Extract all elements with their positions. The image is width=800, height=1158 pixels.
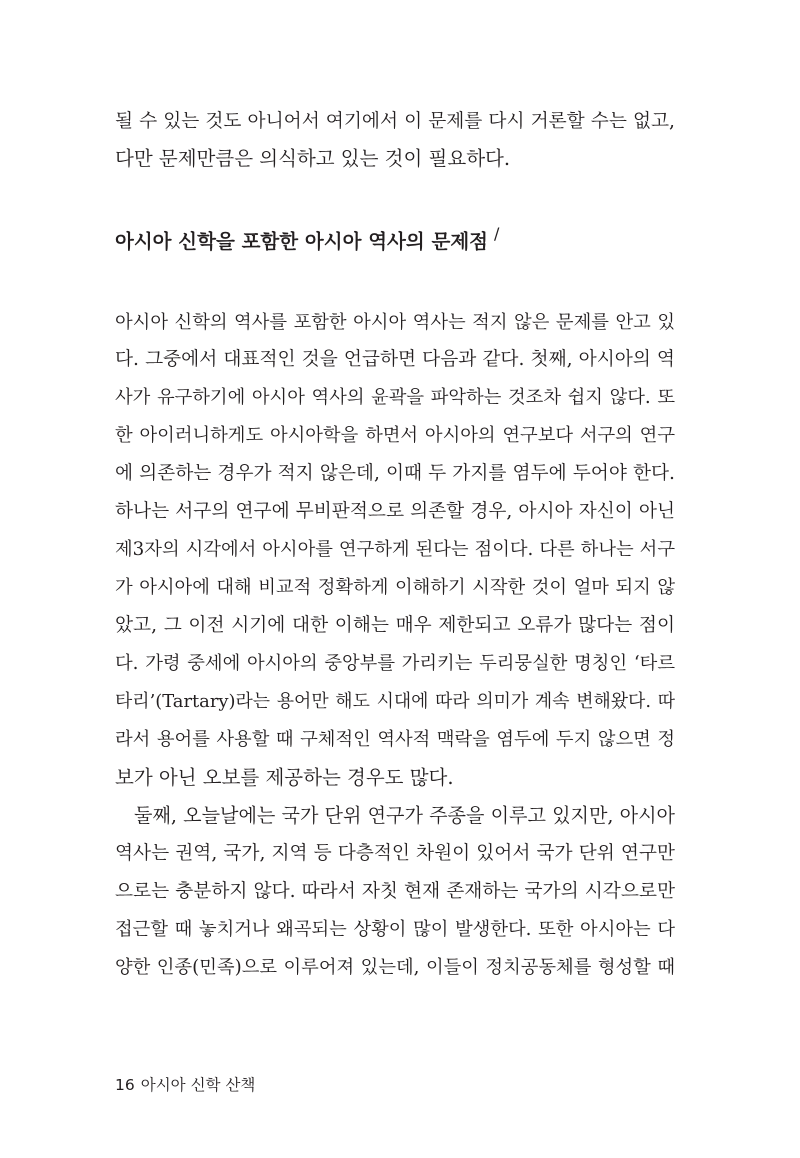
paragraph-line: 라서 용어를 사용할 때 구체적인 역사적 맥락을 염두에 두지 않으면 정 (115, 729, 675, 750)
paragraph-line: 양한 인종(민족)으로 이루어져 있는데, 이들이 정치공동체를 형성할 때 (115, 957, 675, 978)
paragraph-line: 둘째, 오늘날에는 국가 단위 연구가 주종을 이루고 있지만, 아시아 (134, 804, 675, 827)
paragraph-line: 제3자의 시각에서 아시아를 연구하게 된다는 점이다. 다른 하나는 서구 (115, 539, 675, 560)
paragraph-line: 사가 유구하기에 아시아 역사의 윤곽을 파악하는 것조차 쉽지 않다. 또 (115, 387, 675, 408)
paragraph-line: 다. 그중에서 대표적인 것을 언급하면 다음과 같다. 첫째, 아시아의 역 (115, 349, 675, 370)
page-number: 16 (115, 1076, 135, 1094)
paragraph-line: 접근할 때 놓치거나 왜곡되는 상황이 많이 발생한다. 또한 아시아는 다 (115, 919, 675, 940)
paragraph-line: 보가 아닌 오보를 제공하는 경우도 많다. (115, 766, 454, 789)
paragraph-line: 으로는 충분하지 않다. 따라서 자칫 현재 존재하는 국가의 시각으로만 (115, 881, 675, 902)
paragraph-line: 에 의존하는 경우가 적지 않은데, 이때 두 가지를 염두에 두어야 한다. (115, 463, 675, 484)
paragraph-line: 될 수 있는 것도 아니어서 여기에서 이 문제를 다시 거론할 수는 없고, (115, 111, 675, 132)
running-title: 아시아 신학 산책 (140, 1076, 256, 1094)
paragraph-line: 다만 문제만큼은 의식하고 있는 것이 필요하다. (115, 147, 511, 170)
paragraph-line: 았고, 그 이전 시기에 대한 이해는 매우 제한되고 오류가 많다는 점이 (115, 615, 675, 636)
page-footer (115, 1073, 255, 1095)
section-heading (115, 224, 500, 257)
paragraph-line: 아시아 신학의 역사를 포함한 아시아 역사는 적지 않은 문제를 안고 있 (115, 312, 675, 333)
paragraph-line: 타리’(Tartary)라는 용어만 해도 시대에 따라 의미가 계속 변해왔다. 따 (115, 691, 675, 712)
paragraph-line: 역사는 권역, 국가, 지역 등 다층적인 차원이 있어서 국가 단위 연구만 (115, 843, 675, 864)
paragraph-line: 하나는 서구의 연구에 무비판적으로 의존할 경우, 아시아 자신이 아닌 (115, 501, 675, 522)
paragraph-line: 가 아시아에 대해 비교적 정확하게 이해하기 시작한 것이 얼마 되지 않 (115, 577, 675, 598)
paragraph-line: 한 아이러니하게도 아시아학을 하면서 아시아의 연구보다 서구의 연구 (115, 425, 675, 446)
section-title: 아시아 신학을 포함한 아시아 역사의 문제점 (115, 230, 489, 253)
paragraph-line: 다. 가령 중세에 아시아의 중앙부를 가리키는 두리뭉실한 명칭인 ‘타르 (115, 653, 675, 674)
section-title-mark: / (494, 224, 500, 243)
